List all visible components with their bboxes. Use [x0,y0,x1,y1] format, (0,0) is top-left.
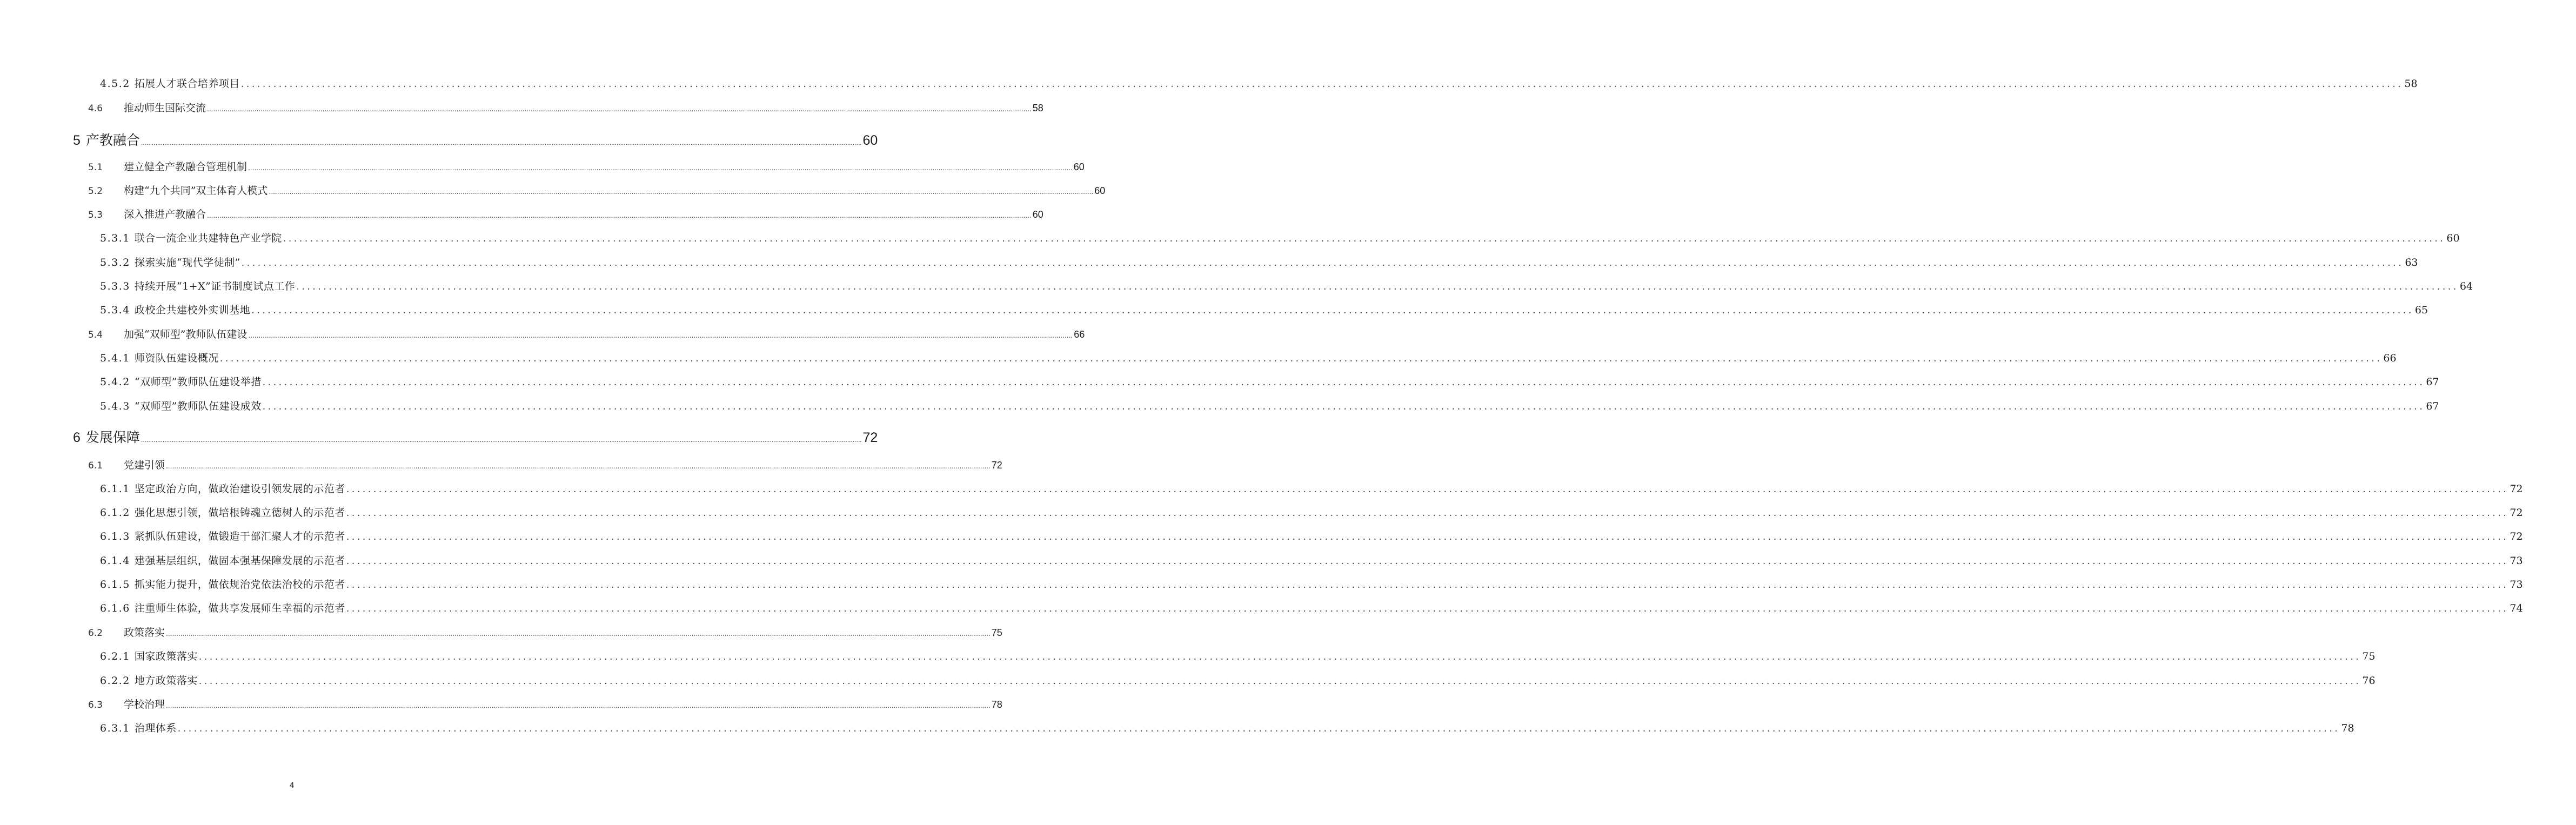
toc-entry[interactable] [0,481,2523,495]
toc-entry[interactable] [0,673,2376,687]
toc-entry-number: 5.3.1 [100,232,130,244]
toc-entry-number: 5.3 [88,210,103,220]
toc-entry-title: 政策落实 [124,627,165,639]
toc-entry[interactable] [0,576,2523,591]
toc-entry-page: 58 [1032,103,1043,113]
toc-entry-number: 5.4.3 [100,400,130,412]
toc-entry-number: 6.2.2 [100,675,130,687]
toc-entry-title: 坚定政治方向，做政治建设引领发展的示范者 [134,483,345,495]
toc-entry-number: 5 [73,133,81,148]
toc-entry[interactable] [0,254,2418,269]
toc-entry-title: 拓展人才联合培养项目 [134,78,240,90]
toc-entry[interactable] [0,505,2523,519]
toc-entry-number: 6.1.3 [100,531,130,542]
toc-entry[interactable] [0,350,2397,365]
dot-leader: ................................................................................................................................................................................................................................................................................................................................................................................................................ [166,462,991,470]
toc-entry-title: 发展保障 [85,430,140,445]
toc-entry-page: 72 [862,430,878,445]
dot-leader: ................................................................................................................................................................................................................................................................................................................................................................................................................ [240,79,2404,90]
dot-leader: ................................................................................................................................................................................................................................................................................................................................................................................................................ [177,723,2340,734]
dot-leader: ................................................................................................................................................................................................................................................................................................................................................................................................................ [296,281,2459,292]
dot-leader: ................................................................................................................................................................................................................................................................................................................................................................................................................ [166,702,991,709]
toc-entry[interactable] [0,648,2376,663]
toc-entry-number: 6.2 [88,628,103,639]
toc-entry-page: 60 [1032,209,1043,220]
dot-leader: ................................................................................................................................................................................................................................................................................................................................................................................................................ [241,258,2404,269]
toc-entry[interactable] [0,76,2418,90]
dot-leader: ................................................................................................................................................................................................................................................................................................................................................................................................................ [140,436,862,444]
toc-entry-page: 78 [2341,722,2354,734]
toc-entry[interactable] [0,302,2428,317]
toc-entry-page: 67 [2426,400,2439,412]
toc-entry-page: 72 [2510,507,2523,519]
dot-leader: ................................................................................................................................................................................................................................................................................................................................................................................................................ [346,508,2509,519]
dot-leader: ................................................................................................................................................................................................................................................................................................................................................................................................................ [346,484,2509,495]
toc-entry[interactable] [0,528,2523,543]
toc-entry-title: 探索实施“现代学徒制” [134,257,240,269]
toc-entry-number: 6.1 [88,460,103,471]
toc-entry-title: 加强“双师型”教师队伍建设 [124,328,247,340]
toc-entry-number: 4.6 [88,103,103,114]
toc-entry-page: 75 [2362,650,2376,662]
toc-entry[interactable] [0,100,1043,115]
toc-entry-page: 72 [991,460,1002,471]
toc-entry-number: 6.3 [88,700,103,710]
toc-entry-page: 64 [2459,280,2473,292]
toc-entry-number: 6.1.4 [100,555,130,567]
dot-leader: ................................................................................................................................................................................................................................................................................................................................................................................................................ [198,676,2361,687]
dot-leader: ................................................................................................................................................................................................................................................................................................................................................................................................................ [346,580,2509,591]
dot-leader: ................................................................................................................................................................................................................................................................................................................................................................................................................ [283,233,2446,244]
toc-entry-title: 学校治理 [124,699,165,710]
dot-leader: ................................................................................................................................................................................................................................................................................................................................................................................................................ [248,164,1073,172]
toc-entry[interactable] [0,206,1043,221]
toc-entry[interactable] [0,159,1085,173]
toc-entry-title: 紧抓队伍建设，做锻造干部汇聚人才的示范者 [134,531,345,542]
toc-entry[interactable] [0,374,2439,388]
toc-entry-number: 5.3.3 [100,280,130,292]
toc-entry-number: 5.3.2 [100,257,130,269]
toc-entry-page: 74 [2510,602,2523,614]
dot-leader: ................................................................................................................................................................................................................................................................................................................................................................................................................ [346,556,2509,567]
toc-entry-page: 60 [1094,185,1106,196]
page-number: 4 [289,781,295,790]
toc-entry-page: 72 [2510,483,2523,495]
toc-entry[interactable] [0,457,1002,472]
toc-entry-page: 60 [2446,232,2460,244]
toc-entry-title: 师资队伍建设概况 [134,352,219,364]
toc-entry[interactable] [0,427,878,446]
toc-entry-title: 深入推进产教融合 [124,209,206,220]
toc-entry[interactable] [0,553,2523,567]
dot-leader: ................................................................................................................................................................................................................................................................................................................................................................................................................ [262,401,2425,412]
toc-entry-title: 产教融合 [85,133,140,148]
toc-entry-page: 73 [2510,579,2523,591]
dot-leader: ................................................................................................................................................................................................................................................................................................................................................................................................................ [248,332,1073,339]
toc-entry-page: 66 [2383,352,2397,364]
toc-entry[interactable] [0,720,2354,735]
toc-entry-number: 6.3.1 [100,722,130,734]
toc-entry-number: 5.4.2 [100,376,130,388]
toc-entry-page: 60 [862,133,878,148]
dot-leader: ................................................................................................................................................................................................................................................................................................................................................................................................................ [219,353,2383,364]
toc-entry-title: “双师型”教师队伍建设举措 [134,376,262,388]
toc-entry-number: 5.4.1 [100,352,130,364]
toc-entry-title: 强化思想引领，做培根铸魂立德树人的示范者 [134,507,345,519]
toc-entry-title: 国家政策落实 [134,650,198,662]
toc-entry-page: 65 [2414,304,2428,316]
toc-entry-number: 6.1.5 [100,579,130,591]
toc-entry-page: 78 [991,699,1002,710]
toc-entry-page: 75 [991,627,1002,638]
toc-entry-page: 58 [2404,78,2418,90]
toc-entry[interactable] [0,278,2473,293]
toc-entry-number: 5.3.4 [100,304,130,316]
toc-entry-number: 6.1.1 [100,483,130,495]
dot-leader: ................................................................................................................................................................................................................................................................................................................................................................................................................ [140,139,862,146]
dot-leader: ................................................................................................................................................................................................................................................................................................................................................................................................................ [269,188,1094,196]
dot-leader: ................................................................................................................................................................................................................................................................................................................................................................................................................ [346,532,2509,542]
toc-entry-title: 联合一流企业共建特色产业学院 [134,232,282,244]
toc-entry[interactable] [0,183,1106,197]
toc-entry-title: 建立健全产教融合管理机制 [124,161,247,173]
toc-entry[interactable] [0,230,2460,245]
toc-entry[interactable] [0,326,1085,341]
toc-entry-title: 抓实能力提升，做依规治党依法治校的示范者 [134,579,345,591]
toc-entry-title: 注重师生体验，做共享发展师生幸福的示范者 [134,602,345,614]
toc-entry-title: 政校企共建校外实训基地 [134,304,251,316]
toc-entry-page: 67 [2426,376,2439,388]
toc-entry-page: 60 [1073,162,1085,172]
toc-entry-page: 63 [2405,257,2418,269]
dot-leader: ................................................................................................................................................................................................................................................................................................................................................................................................................ [346,603,2509,614]
toc-entry-title: 地方政策落实 [134,675,198,687]
toc-entry[interactable] [0,130,878,149]
toc-entry[interactable] [0,625,1002,639]
dot-leader: ................................................................................................................................................................................................................................................................................................................................................................................................................ [166,630,991,638]
toc-entry-number: 5.1 [88,162,103,173]
dot-leader: ................................................................................................................................................................................................................................................................................................................................................................................................................ [207,105,1032,113]
dot-leader: ................................................................................................................................................................................................................................................................................................................................................................................................................ [262,377,2425,388]
dot-leader: ................................................................................................................................................................................................................................................................................................................................................................................................................ [198,652,2361,662]
toc-entry-title: 党建引领 [124,459,165,471]
toc-entry-number: 4.5.2 [100,78,130,90]
toc-entry-title: 治理体系 [134,722,177,734]
toc-entry-page: 76 [2362,675,2376,687]
toc-entry-title: 构建“九个共同”双主体育人模式 [124,185,268,197]
toc-entry[interactable] [0,696,1002,711]
toc-entry-title: “双师型”教师队伍建设成效 [134,400,262,412]
dot-leader: ................................................................................................................................................................................................................................................................................................................................................................................................................ [207,212,1032,219]
toc-entry-page: 72 [2510,531,2523,542]
toc-entry-number: 6 [73,430,81,445]
toc-entry-page: 66 [1074,329,1085,340]
toc-entry-number: 6.1.2 [100,507,130,519]
toc-entry-title: 推动师生国际交流 [124,102,206,114]
toc-entry-number: 5.4 [88,330,103,340]
toc-entry-number: 5.2 [88,186,103,197]
dot-leader: ................................................................................................................................................................................................................................................................................................................................................................................................................ [251,305,2414,316]
toc-entry-number: 6.1.6 [100,602,130,614]
toc-entry-title: 建强基层组织，做固本强基保障发展的示范者 [134,555,345,567]
toc-entry[interactable] [0,398,2439,413]
toc-entry-page: 73 [2510,555,2523,567]
toc-entry-title: 持续开展“1+X”证书制度试点工作 [134,280,296,292]
toc-entry[interactable] [0,600,2523,615]
toc-entry-number: 6.2.1 [100,650,130,662]
